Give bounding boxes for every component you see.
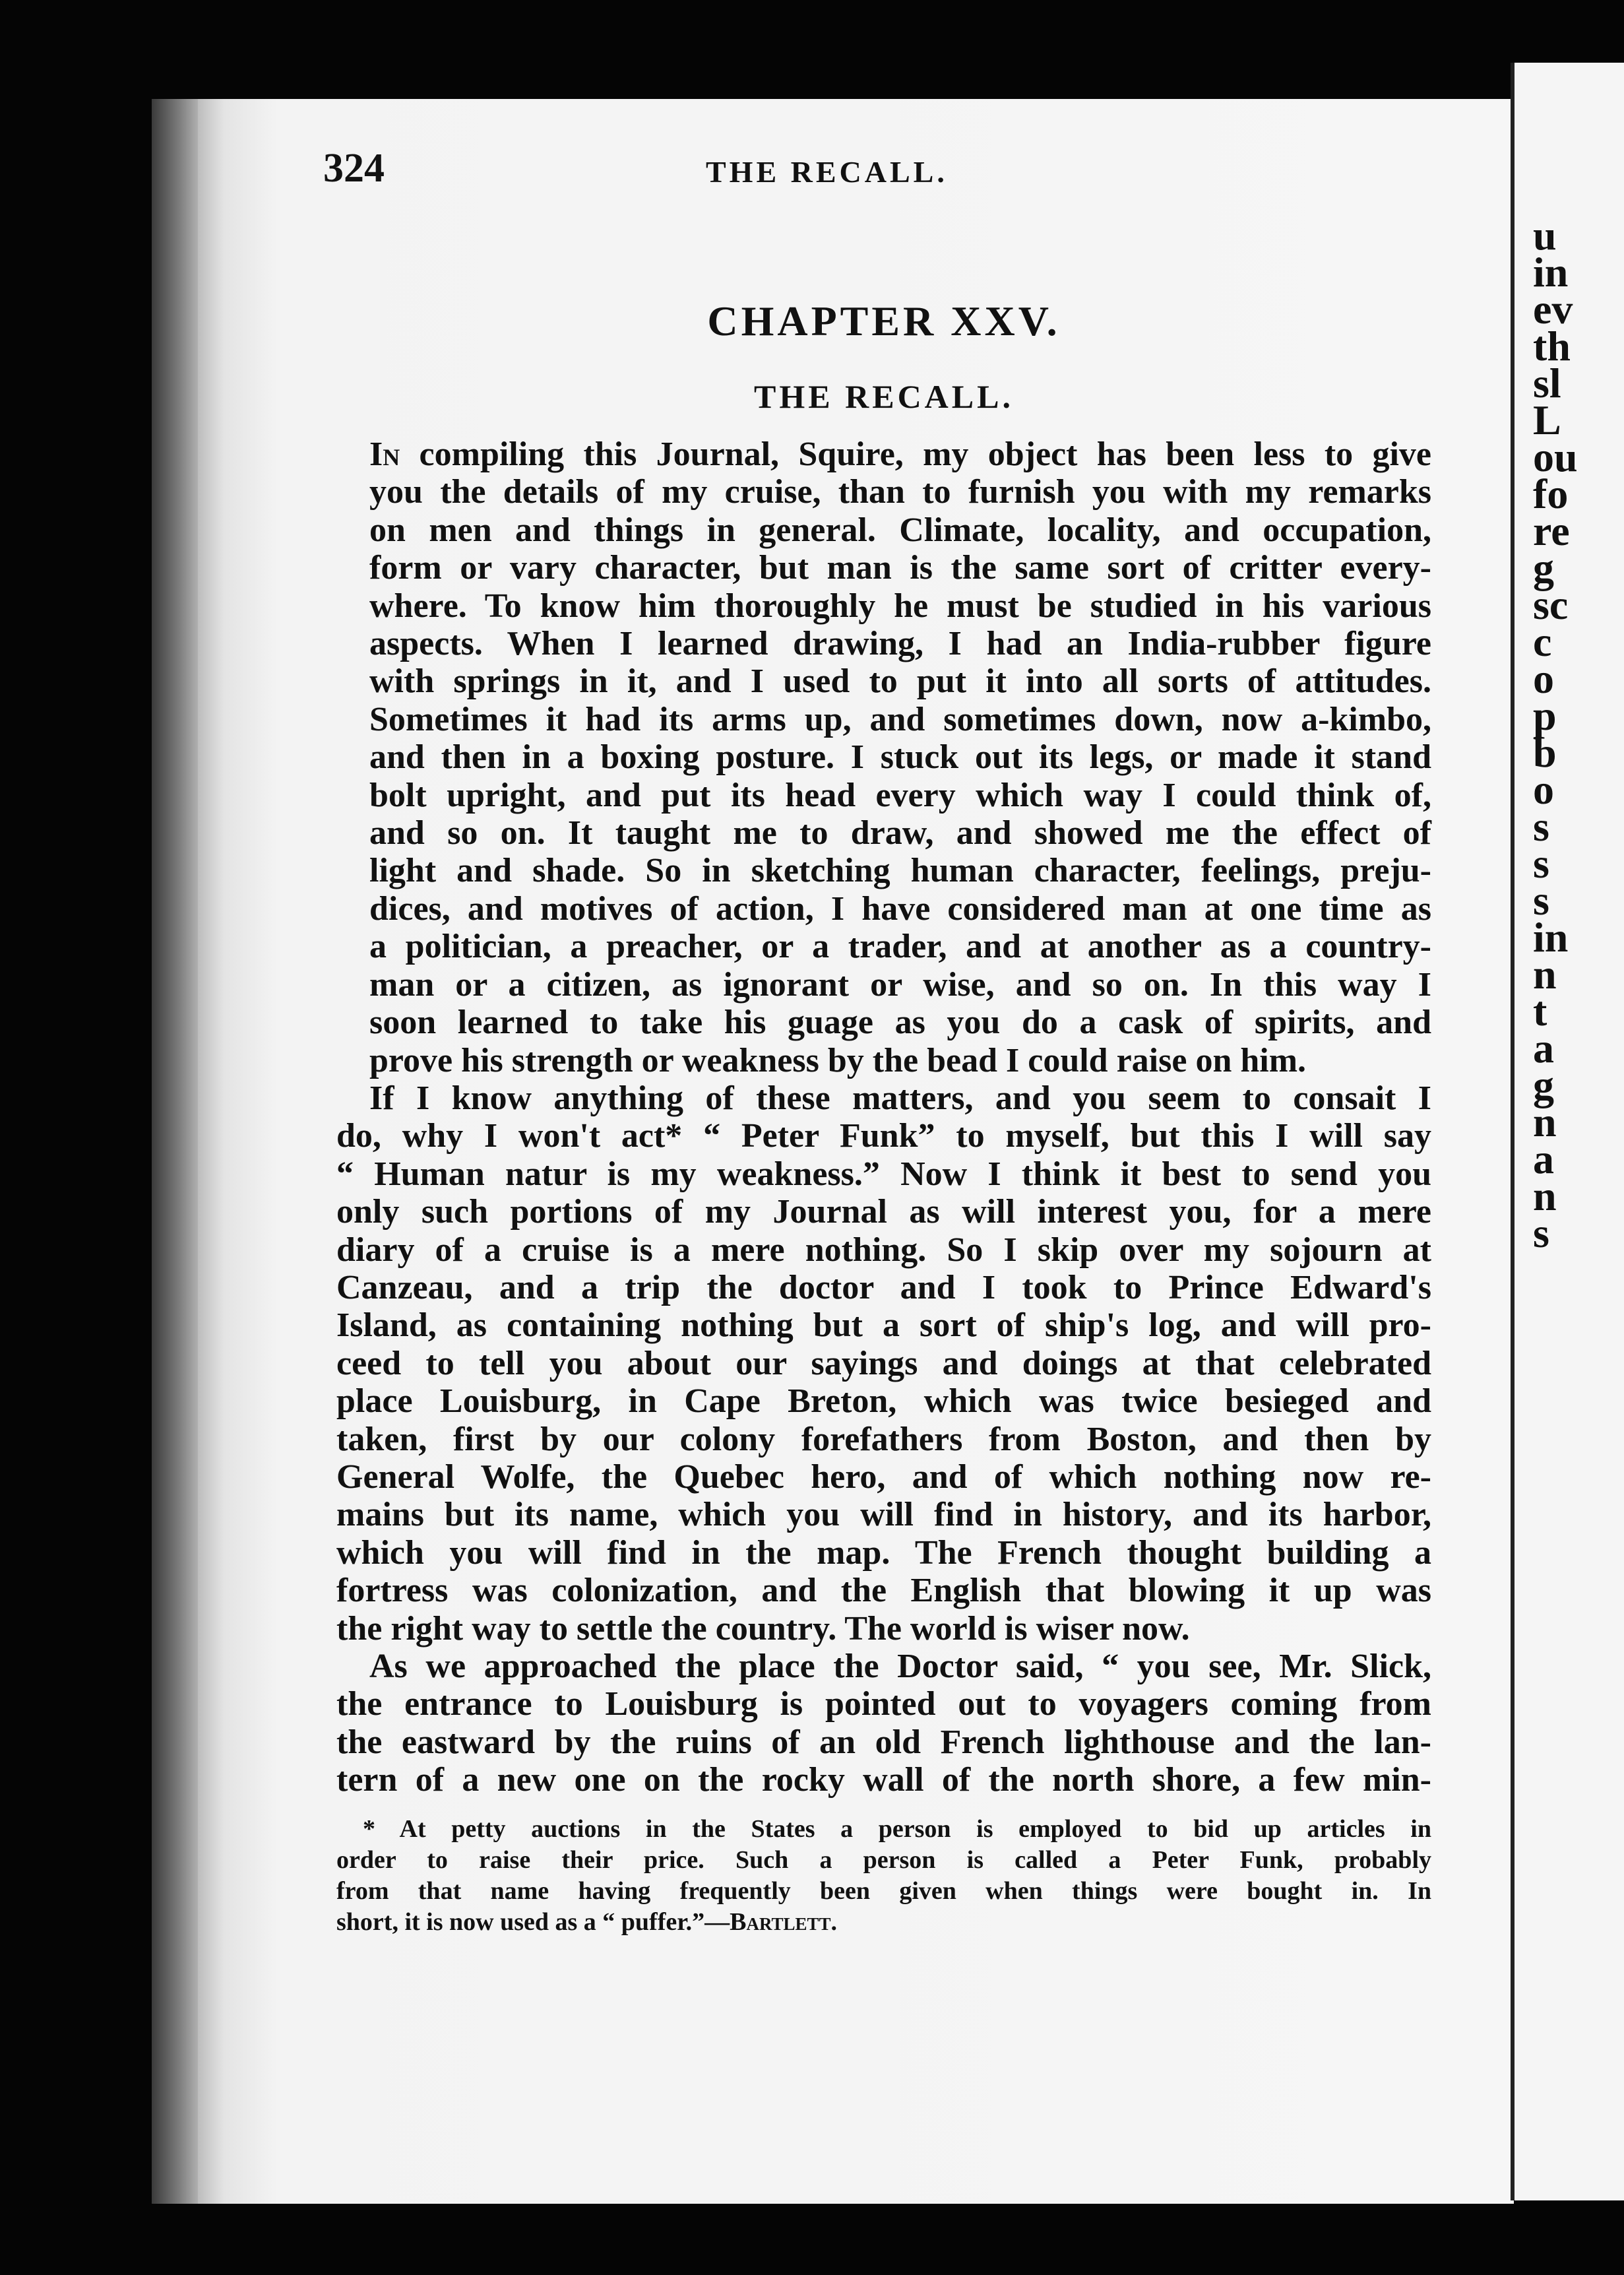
facing-fragment: a (1533, 1025, 1554, 1072)
text-line: man or a citizen, as ignorant or wise, and so on. In this way I (369, 965, 1431, 1004)
facing-fragment: th (1533, 323, 1571, 369)
text-line: tern of a new one on the rocky wall of the north shore, a few min- (336, 1761, 1431, 1799)
text-line: a politician, a preacher, or a trader, and at another as a country- (369, 928, 1431, 966)
text-line: bolt upright, and put its head every which way I could think of, (369, 776, 1431, 814)
text-line: only such portions of my Journal as will interest you, for a mere (336, 1193, 1431, 1231)
footnote-line: short, it is now used as a “ puffer.”—Bartlett. (336, 1907, 838, 1936)
facing-page (1511, 63, 1624, 2200)
paragraph-3 (336, 1648, 1431, 1799)
facing-fragment: u (1533, 212, 1557, 259)
text-line: the entrance to Louisburg is pointed out to voyagers coming from (336, 1685, 1431, 1723)
facing-fragment: sc (1533, 581, 1569, 628)
facing-fragment: c (1533, 618, 1552, 665)
facing-fragment: in (1533, 249, 1569, 296)
facing-fragment: o (1533, 766, 1554, 813)
footnote (336, 1814, 1431, 1938)
page-content (323, 145, 1431, 1938)
text-line: aspects. When I learned drawing, I had an India-rubber figure (369, 625, 1431, 663)
text-line: As we approached the place the Doctor said, “ you see, Mr. Slick, (369, 1648, 1431, 1685)
text-line: Sometimes it had its arms up, and sometimes down, now a-kimbo, (369, 700, 1431, 738)
text-line: diary of a cruise is a mere nothing. So I skip over my sojourn at (336, 1231, 1431, 1269)
facing-fragment: re (1533, 507, 1570, 554)
facing-fragment: in (1533, 914, 1569, 961)
text-line: “ Human natur is my weakness.” Now I think it best to send you (336, 1155, 1431, 1193)
footnote-attribution: Bartlett. (730, 1907, 838, 1936)
facing-fragment: s (1533, 803, 1549, 850)
facing-fragment: n (1533, 1172, 1557, 1219)
chapter-title: THE RECALL. (754, 378, 1014, 415)
text-line: light and shade. So in sketching human character, feelings, preju- (369, 852, 1431, 890)
facing-fragment: b (1533, 729, 1557, 776)
text-line: where. To know him thoroughly he must be studied in his various (369, 587, 1431, 625)
footnote-line: order to raise their price. Such a person is called a Peter Funk, probably (336, 1845, 1431, 1874)
text-line: and then in a boxing posture. I stuck out its legs, or made it stand (369, 738, 1431, 777)
chapter-heading: CHAPTER XXV. (707, 298, 1061, 344)
text-line: fortress was colonization, and the English that blowing it up was (336, 1572, 1431, 1610)
text-line: you the details of my cruise, than to furnish you with my remarks (369, 473, 1431, 511)
facing-fragment: p (1533, 692, 1557, 739)
text-line: prove his strength or weakness by the bead I could raise on him. (369, 1041, 1307, 1079)
footnote-line: * At petty auctions in the States a person is employed to bid up articles in (363, 1814, 1431, 1843)
text-line: In compiling this Journal, Squire, my object has been less to give (369, 435, 1431, 473)
text-line: Island, as containing nothing but a sort of ship's log, and will pro- (336, 1306, 1431, 1345)
running-head (323, 145, 1431, 205)
facing-fragment: g (1533, 544, 1554, 591)
footnote-line: from that name having frequently been given when things were bought in. In (336, 1876, 1431, 1905)
text-line: Canzeau, and a trip the doctor and I took to Prince Edward's (336, 1268, 1431, 1306)
facing-fragment: g (1533, 1062, 1554, 1108)
paragraph-2 (336, 1079, 1431, 1648)
text-line: the eastward by the ruins of an old French lighthouse and the lan- (336, 1723, 1431, 1761)
text-line: dices, and motives of action, I have considered man at one time as (369, 889, 1431, 928)
facing-fragment: s (1533, 1209, 1549, 1256)
page-number: 324 (323, 146, 385, 191)
text-line: If I know anything of these matters, and you seem to consait I (369, 1079, 1431, 1117)
text-line: with springs in it, and I used to put it into all sorts of attitudes. (369, 662, 1431, 701)
text-line: the right way to settle the country. The world is wiser now. (336, 1609, 1190, 1648)
facing-fragment: ev (1533, 286, 1573, 333)
text-line: ceed to tell you about our sayings and doings at that celebrated (336, 1344, 1431, 1382)
text-line: on men and things in general. Climate, locality, and occupation, (369, 511, 1431, 549)
text-line: soon learned to take his guage as you do a cask of spirits, and (369, 1004, 1431, 1042)
facing-fragment: o (1533, 655, 1554, 702)
paragraph-1 (336, 435, 1431, 1079)
text-line: taken, first by our colony forefathers from Boston, and then by (336, 1420, 1431, 1458)
text-line: and so on. It taught me to draw, and showed me the effect of (369, 814, 1431, 852)
facing-fragment: sl (1533, 360, 1561, 406)
facing-fragment: n (1533, 1099, 1557, 1145)
running-title: THE RECALL. (706, 155, 948, 189)
text-line: place Louisburg, in Cape Breton, which was twice besieged and (336, 1382, 1431, 1421)
text-line: mains but its name, which you will find in history, and its harbor, (336, 1496, 1431, 1534)
facing-fragment: ou (1533, 433, 1578, 480)
text-line: which you will find in the map. The French thought building a (336, 1533, 1431, 1572)
facing-fragment: s (1533, 877, 1549, 924)
facing-fragment: fo (1533, 470, 1569, 517)
dropcap: In (369, 435, 400, 473)
text-line: form or vary character, but man is the same sort of critter every- (369, 549, 1431, 587)
facing-fragment: a (1533, 1136, 1554, 1182)
text-line: General Wolfe, the Quebec hero, and of which nothing now re- (336, 1458, 1431, 1496)
facing-fragment: s (1533, 840, 1549, 887)
facing-fragment: L (1533, 397, 1561, 443)
text-line: do, why I won't act* “ Peter Funk” to myself, but this I will say (336, 1117, 1431, 1155)
facing-fragment: t (1533, 988, 1547, 1035)
facing-fragment: n (1533, 951, 1557, 998)
